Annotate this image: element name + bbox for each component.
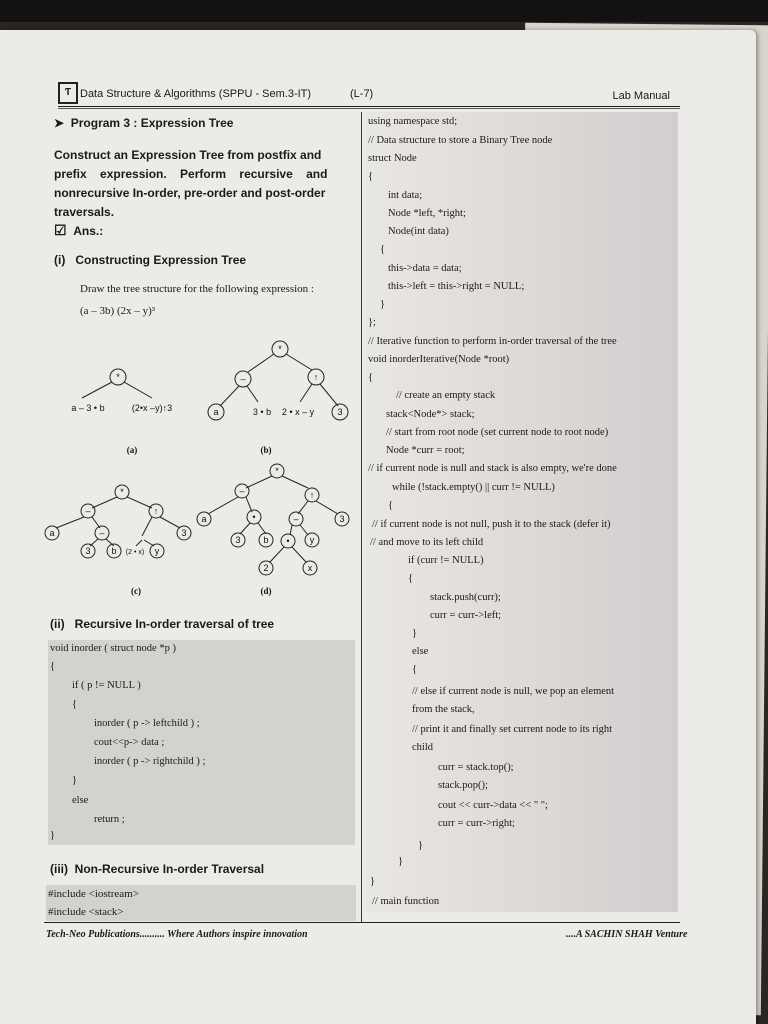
footer-rule [44,922,680,923]
code-line: // Iterative function to perform in-order traversal of the tree [368,336,617,347]
tree-d-b: b [263,535,269,545]
tree-c-minus: – [85,506,91,516]
tree-c-up: ↑ [153,506,159,516]
code-line: this->data = data; [388,263,462,274]
tree-b-mid1: 3 • b [252,407,272,417]
tree-d-minus: – [239,486,245,496]
code-line: { [368,372,374,383]
tree-d-root: * [275,466,279,476]
tree-c-caption: (c) [131,586,141,596]
code-line: inorder ( p -> rightchild ) ; [94,756,206,767]
code-line: // if current node is null and stack is also empty, we're done [368,463,617,474]
code-line: #include <iostream> [48,888,139,900]
header-rule-thin [58,108,680,109]
tree-c-root: * [120,487,124,497]
code-line: using namespace std; [368,116,458,127]
page-header [58,82,670,104]
code-line: struct Node [368,153,417,164]
code-line: Node *left, *right; [388,208,466,219]
tree-a-caption: (a) [126,445,138,455]
tree-b-up: ↑ [313,372,319,382]
code-line: curr = stack.top(); [438,762,514,773]
code-line: stack<Node*> stack; [386,409,475,420]
tree-b-three: 3 [337,407,343,417]
code-line: child [412,742,433,753]
code-line: else [72,795,89,806]
footer-publisher: Tech-Neo Publications.......... Where Authors inspire innovation [46,929,308,940]
tree-d-inner-right: – [293,514,299,524]
code-line: { [388,500,394,511]
publisher-logo-icon: Ƭ [58,82,78,104]
top-dark-edge [0,0,768,22]
tree-d-two: 2 [263,563,269,573]
arrow-bullet-icon: ➤ [54,116,65,130]
tree-c-b: b [111,546,117,556]
code-line: // create an empty stack [396,390,496,401]
program-heading [54,116,233,130]
tree-d-a: a [201,514,207,524]
code-line: int data; [388,190,423,201]
question-line: prefix expression. Perform recursive and [54,167,328,181]
code-line: stack.pop(); [438,780,488,791]
tree-d-inner-left: • [252,512,256,522]
code-line: curr = curr->left; [430,610,502,621]
question-text [54,146,352,222]
tree-d-up: ↑ [309,490,315,500]
code-line: } [50,830,56,841]
tree-a-root: * [116,372,120,382]
tree-b-root: * [278,344,282,354]
code-line: // and move to its left child [370,537,484,548]
code-line: } [72,775,78,786]
header-lab-manual: Lab Manual [612,90,670,102]
code-line: else [412,646,429,657]
code-line: { [380,244,386,255]
tree-c-2x: (2 • x) [125,549,145,556]
code-line: from the stack, [412,704,475,715]
tree-b-a: a [213,407,219,417]
code-line: // start from root node (set current node to root node) [386,427,609,438]
code-line: { [72,699,78,710]
footer-venture: ....A SACHIN SHAH Venture [566,929,688,940]
code-line: void inorder ( struct node *p ) [50,643,176,654]
code-line: cout<<p-> data ; [94,737,165,748]
tree-c-inner: – [99,528,105,538]
tree-d-y: y [309,535,315,545]
answer-label [54,222,103,239]
tree-b-caption: (b) [260,445,272,455]
section-heading-3: (iii) Non-Recursive In-order Traversal [50,862,265,876]
tree-a-right: (2•x –y)↑3 [131,403,173,413]
code-line: { [368,171,374,182]
tree-b-mid2: 2 • x – y [281,407,315,417]
code-line: }; [368,317,376,328]
question-line: Construct an Expression Tree from postfix and [54,148,322,162]
code-line: curr = curr->right; [438,818,515,829]
header-title: Data Structure & Algorithms (SPPU - Sem.3-IT) [80,88,312,100]
code-line: cout << curr->data << " "; [438,800,548,811]
code-line: } [418,840,424,851]
tree-d-x: x [307,563,313,573]
code-line: while (!stack.empty() || curr != NULL) [392,482,555,493]
code-line: // else if current node is null, we pop an element [412,686,615,697]
tree-a-left: a – 3 • b [71,403,105,413]
code-line: Node(int data) [388,226,449,237]
checkbox-icon: ☑ [54,222,67,238]
code-line: if ( p != NULL ) [72,680,141,691]
code-line: if (curr != NULL) [408,555,484,566]
code-line: stack.push(curr); [430,592,501,603]
code-line: } [412,628,418,639]
code-line: inorder ( p -> leftchild ) ; [94,718,200,729]
program-title: Program 3 : Expression Tree [70,116,234,130]
code-line: Node *curr = root; [386,445,465,456]
code-line: { [50,661,56,672]
code-line: // Data structure to store a Binary Tree node [368,135,553,146]
tree-c-a: a [49,528,55,538]
ans-text: Ans.: [73,224,104,238]
code-line: { [408,573,414,584]
code-line: // print it and finally set current node to its right [412,724,613,735]
tree-d-star: • [286,536,290,546]
code-line: } [380,299,386,310]
code-line: return ; [94,814,125,825]
code-line: #include <stack> [48,906,124,918]
code-line: } [370,876,376,887]
expression-trees-figure [40,330,360,610]
tree-c-y: y [154,546,160,556]
header-rule [58,106,680,107]
code-line: } [398,856,404,867]
tree-d-caption: (d) [260,586,272,596]
tree-c-three-right: 3 [181,528,187,538]
draw-instruction: Draw the tree structure for the following expression : [80,283,314,295]
question-line: traversals. [54,205,115,219]
tree-d-three-right: 3 [339,514,345,524]
code-line: { [412,664,418,675]
code-line: // if current node is not null, push it to the stack (defer it) [372,519,611,530]
code-line: this->left = this->right = NULL; [388,281,525,292]
tree-d-three: 3 [235,535,241,545]
question-line: nonrecursive In-order, pre-order and post-order [54,186,326,200]
expression: (a – 3b) (2x – y)³ [80,305,156,317]
tree-b-minus: – [240,374,246,384]
column-divider [361,112,362,922]
tree-c-three: 3 [85,546,91,556]
section-heading-1: (i) Constructing Expression Tree [54,253,247,267]
code-line: void inorderIterative(Node *root) [368,354,510,365]
code-line: // main function [372,896,440,907]
header-lab-number: (L-7) [350,88,374,100]
section-heading-2: (ii) Recursive In-order traversal of tree [50,617,275,631]
